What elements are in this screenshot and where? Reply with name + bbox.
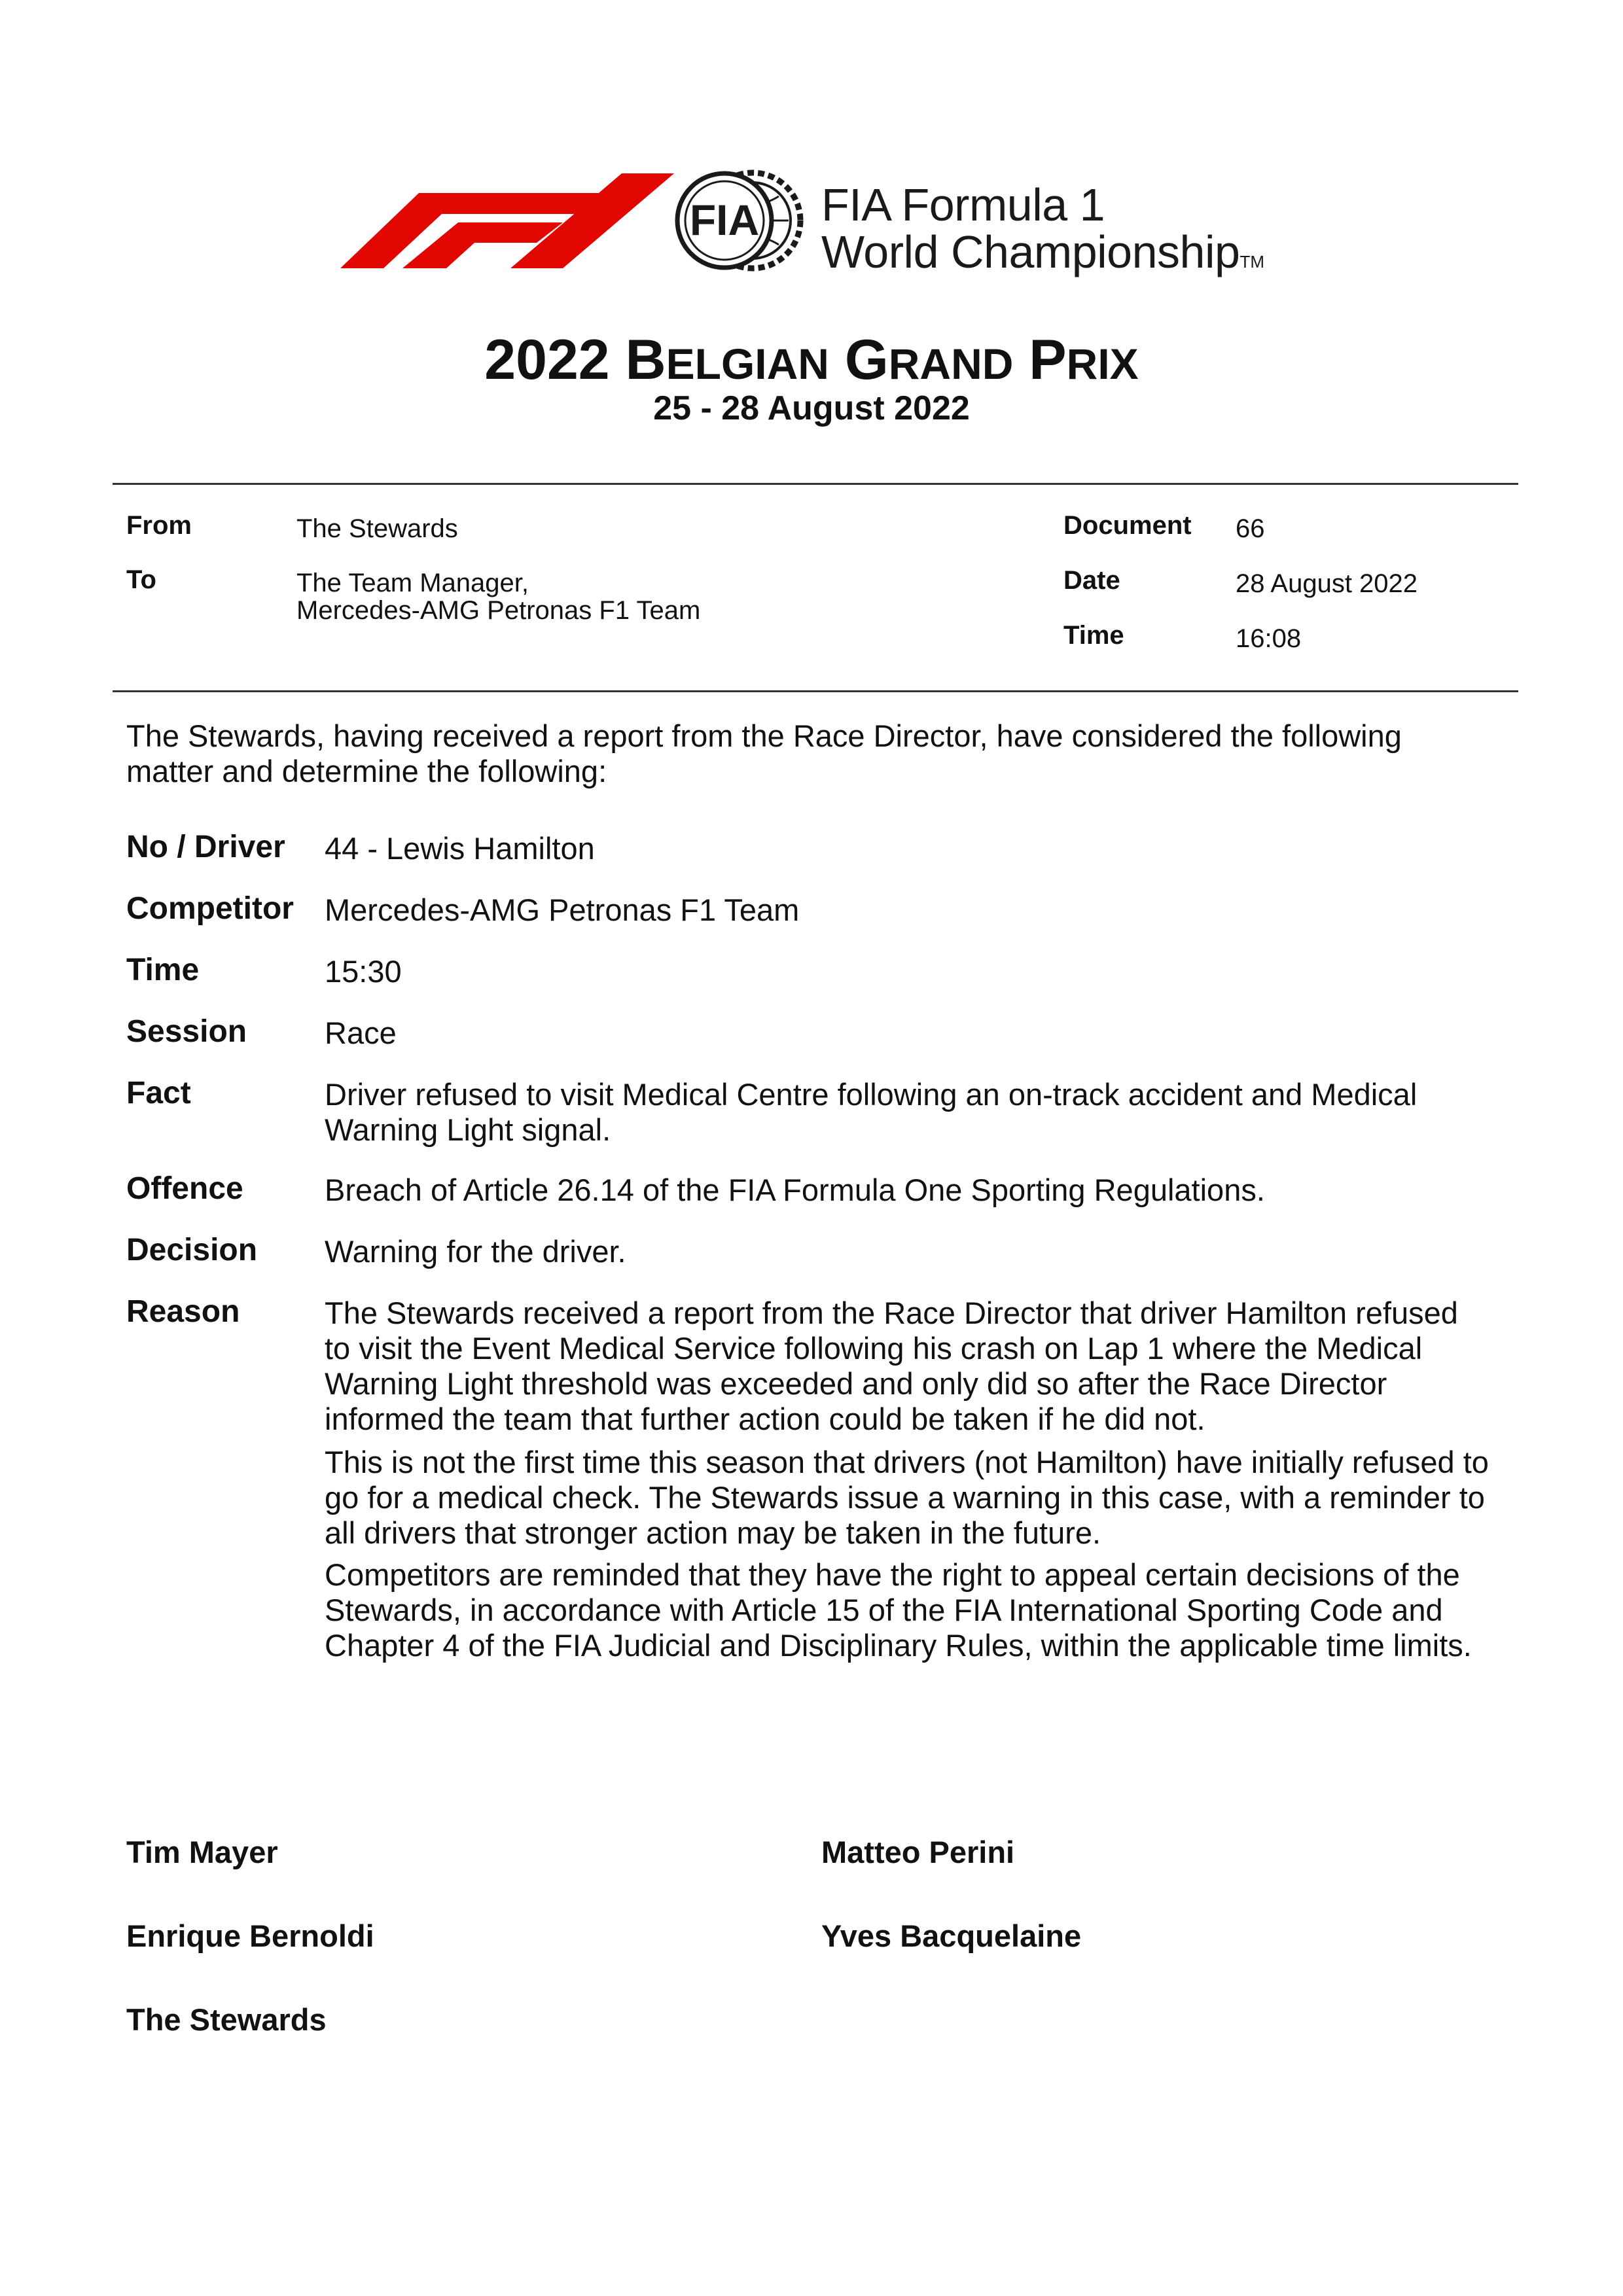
to-label: To [126,565,156,594]
intro-line: The Stewards, having received a report from the Race Director, have considered the following [126,718,1402,753]
reason-paragraph-2 [325,1445,1522,1551]
reason-line: informed the team that further action could be taken if he did not. [325,1402,1205,1436]
reason-line: Competitors are reminded that they have the right to appeal certain decisions of the [325,1557,1460,1592]
fact-label: Fact [126,1076,191,1110]
fia-seal-icon [671,167,805,275]
reason-line: Warning Light threshold was exceeded and only did so after the Race Director [325,1366,1387,1401]
steward-name: Matteo Perini [821,1835,1015,1869]
session-value: Race [325,1016,397,1050]
reason-line: to visit the Event Medical Service following his crash on Lap 1 where the Medical [325,1331,1423,1366]
driver-label: No / Driver [126,830,285,864]
reason-line: Chapter 4 of the FIA Judicial and Disciplinary Rules, within the applicable time limits. [325,1628,1472,1663]
intro-line: matter and determine the following: [126,754,607,788]
to-value-line-2: Mercedes-AMG Petronas F1 Team [296,596,701,625]
title-part: ELGIAN [666,340,829,388]
competitor-value: Mercedes-AMG Petronas F1 Team [325,892,800,927]
reason-paragraph-1 [325,1296,1522,1437]
steward-name: Yves Bacquelaine [821,1918,1082,1953]
from-label: From [126,511,192,540]
intro-paragraph [126,718,1474,789]
offence-value: Breach of Article 26.14 of the FIA Formula One Sporting Regulations. [325,1173,1265,1207]
reason-line: all drivers that stronger action may be taken in the future. [325,1515,1101,1550]
brand-wordmark [821,181,1264,285]
header-divider-bottom [113,690,1518,692]
document-label: Document [1063,511,1192,540]
brand-line-2-text: World Championship [821,226,1240,277]
driver-value: 44 - Lewis Hamilton [325,831,595,866]
title-part: RAND [888,340,1014,388]
header-logo [340,167,1322,278]
decision-value: Warning for the driver. [325,1234,626,1269]
f1-logo-icon [340,173,674,272]
time-value: 16:08 [1236,624,1302,653]
fia-seal-text: FIA [689,196,760,244]
title-part: G [829,328,889,391]
reason-line: go for a medical check. The Stewards issue a warning in this case, with a reminder to [325,1480,1485,1515]
from-value: The Stewards [296,514,458,543]
decision-label: Decision [126,1233,258,1267]
fact-line: Driver refused to visit Medical Centre following an on-track accident and Medical [325,1077,1418,1112]
trademark-mark: TM [1240,252,1265,272]
reason-paragraph-3 [325,1557,1522,1663]
event-dates: 25 - 28 August 2022 [653,389,970,427]
fact-line: Warning Light signal. [325,1112,611,1147]
steward-name: Enrique Bernoldi [126,1918,374,1953]
header-divider-top [113,483,1518,485]
event-title [0,327,1623,397]
reason-label: Reason [126,1294,240,1329]
competitor-label: Competitor [126,891,294,926]
reason-line: Stewards, in accordance with Article 15 of the FIA International Sporting Code and [325,1593,1443,1627]
steward-name: Tim Mayer [126,1835,278,1869]
date-value: 28 August 2022 [1236,569,1418,598]
title-part: RIX [1066,340,1139,388]
fact-value [325,1077,1522,1148]
signature-footer: The Stewards [126,2002,327,2037]
session-label: Session [126,1014,247,1049]
brand-line-2 [821,228,1264,285]
reason-line: The Stewards received a report from the Race Director that driver Hamilton refused [325,1296,1458,1330]
time-label: Time [1063,621,1124,650]
title-part: P [1013,328,1067,391]
brand-line-1: FIA Formula 1 [821,179,1105,230]
incident-time-value: 15:30 [325,954,402,989]
reason-line: This is not the first time this season that drivers (not Hamilton) have initially refused to [325,1445,1489,1479]
title-part: 2022 B [484,328,666,391]
date-label: Date [1063,566,1120,595]
offence-label: Offence [126,1171,243,1206]
document-value: 66 [1236,514,1265,543]
to-value-line-1: The Team Manager, [296,569,529,597]
incident-time-label: Time [126,953,200,987]
